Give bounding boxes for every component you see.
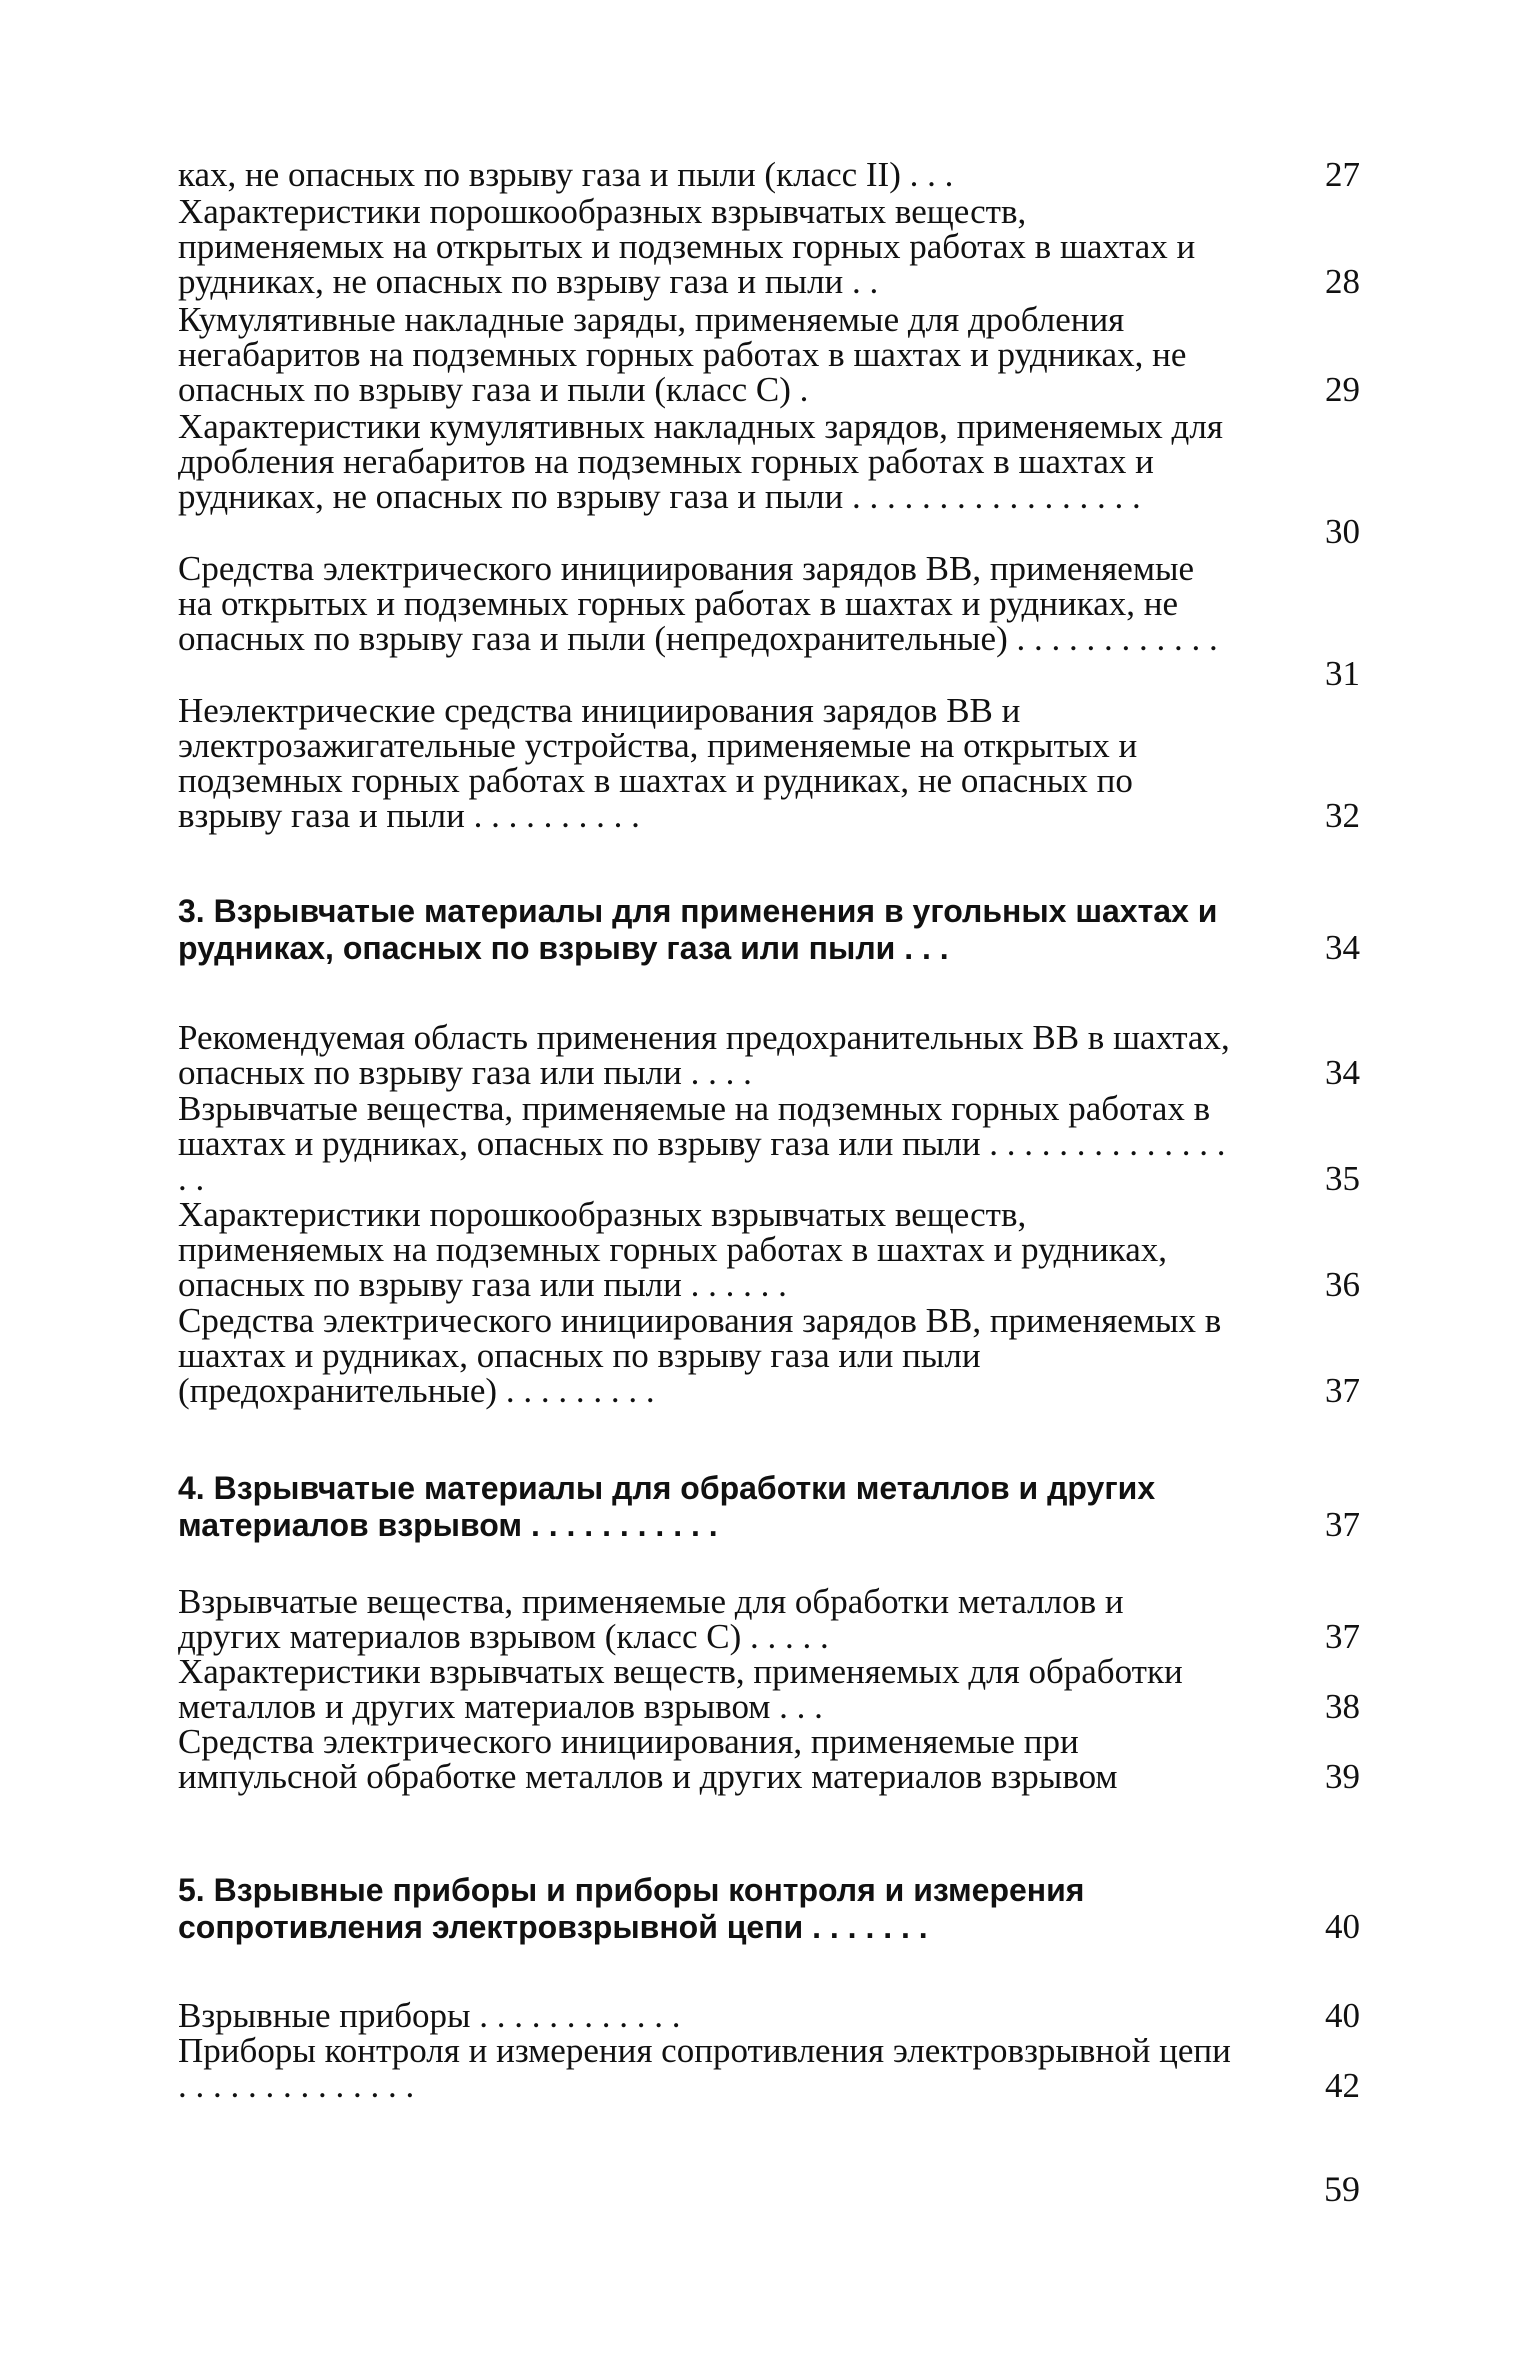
toc-entry — [178, 2033, 1233, 2103]
page-number: 59 — [1324, 2169, 1360, 2209]
toc-page-number: 31 — [1325, 654, 1360, 693]
toc-page-number: 37 — [1325, 1617, 1360, 1656]
toc-section-heading-text: 4. Взрывчатые материалы для обработки металлов и других материалов взрывом . . . . . . . . . . . — [178, 1470, 1156, 1543]
toc-entry — [178, 409, 1233, 514]
toc-entry — [178, 1197, 1233, 1302]
toc-page-number: 39 — [1325, 1757, 1360, 1796]
toc-entry — [178, 194, 1233, 299]
toc-page-number: 40 — [1325, 1996, 1360, 2035]
toc-page-number: 38 — [1325, 1687, 1360, 1726]
toc-entry-text: Взрывные приборы . . . . . . . . . . . . — [178, 1996, 681, 2035]
toc-entry — [178, 1020, 1233, 1090]
toc-section-heading-text: 3. Взрывчатые материалы для применения в угольных шахтах и рудниках, опасных по взрыву газа или пыли . . . — [178, 893, 1218, 966]
toc-page-number: 40 — [1325, 1907, 1360, 1946]
toc-entry-text: Характеристики взрывчатых веществ, применяемых для обработки металлов и других материалов взрывом . . . — [178, 1652, 1183, 1726]
toc-entry — [178, 302, 1233, 407]
toc-page-number: 28 — [1325, 262, 1360, 301]
toc-page-number: 27 — [1325, 155, 1360, 194]
toc-section-heading — [178, 1470, 1233, 1544]
toc-entry — [178, 1654, 1233, 1724]
toc-entry — [178, 551, 1233, 656]
toc-page-number: 29 — [1325, 370, 1360, 409]
toc-entry-text: Характеристики кумулятивных накладных зарядов, применяемых для дробления негабаритов на подземных горных работах в шахтах и рудниках, не опасных по взрыву газа и пыли . . . . . . . . . . . . . . . . . — [178, 407, 1223, 516]
toc-entry — [178, 157, 1233, 192]
toc-entry — [178, 1724, 1233, 1794]
toc-section-heading-text: 5. Взрывные приборы и приборы контроля и измерения сопротивления электровзрывной цепи . . . . . . . — [178, 1872, 1085, 1945]
toc-entry — [178, 1998, 1233, 2033]
toc-section-heading — [178, 893, 1233, 967]
toc-entry-text: Средства электрического инициирования зарядов ВВ, применяемых в шахтах и рудниках, опасных по взрыву газа или пыли (предохранительные) . . . . . . . . . — [178, 1301, 1222, 1410]
toc-page-number: 36 — [1325, 1265, 1360, 1304]
toc-entry-text: Средства электрического инициирования, применяемые при импульсной обработке металлов и других материалов взрывом — [178, 1722, 1118, 1796]
toc-section-heading — [178, 1872, 1233, 1946]
toc-page-number: 30 — [1325, 512, 1360, 551]
toc-entry — [178, 693, 1233, 833]
toc-page-number: 34 — [1325, 1053, 1360, 1092]
toc-page-number: 32 — [1325, 796, 1360, 835]
toc-entry-text: Кумулятивные накладные заряды, применяемые для дробления негабаритов на подземных горных работах в шахтах и рудниках, не опасных по взрыву газа и пыли (класс С) . — [178, 300, 1187, 409]
toc-entry-text: Рекомендуемая область применения предохранительных ВВ в шахтах, опасных по взрыву газа или пыли . . . . — [178, 1018, 1230, 1092]
toc-entry-text: Характеристики порошкообразных взрывчатых веществ, применяемых на открытых и подземных горных работах в шахтах и рудниках, не опасных по взрыву газа и пыли . . — [178, 192, 1196, 301]
toc-entry-text: Неэлектрические средства инициирования зарядов ВВ и электрозажигательные устройства, применяемые на открытых и подземных горных работах в шахтах и рудниках, не опасных по взрыву газа и пыли . . . . . . . . . . — [178, 691, 1138, 835]
toc-page-number: 42 — [1325, 2066, 1360, 2105]
toc-entry-text: Характеристики порошкообразных взрывчатых веществ, применяемых на подземных горных работах в шахтах и рудниках, опасных по взрыву газа или пыли . . . . . . — [178, 1195, 1168, 1304]
toc-entry-text: Взрывчатые вещества, применяемые для обработки металлов и других материалов взрывом (класс С) . . . . . — [178, 1582, 1124, 1656]
toc-page-number: 37 — [1325, 1505, 1360, 1544]
toc-entry — [178, 1091, 1233, 1196]
toc-entry-text: Средства электрического инициирования зарядов ВВ, применяемые на открытых и подземных горных работах в шахтах и рудниках, не опасных по взрыву газа и пыли (непредохранительные) . . . . . . . . . . . . — [178, 549, 1218, 658]
toc-entry — [178, 1584, 1233, 1654]
toc-page-number: 37 — [1325, 1371, 1360, 1410]
toc-entry-text: Приборы контроля и измерения сопротивления электровзрывной цепи . . . . . . . . . . . . . . — [178, 2031, 1231, 2105]
toc-entry — [178, 1303, 1233, 1408]
toc-page-number: 34 — [1325, 928, 1360, 967]
toc-entry-text: Взрывчатые вещества, применяемые на подземных горных работах в шахтах и рудниках, опасных по взрыву газа или пыли . . . . . . . . . . . . . . . . — [178, 1089, 1226, 1198]
toc-page-number: 35 — [1325, 1159, 1360, 1198]
toc-entry-text: ках, не опасных по взрыву газа и пыли (класс II) . . . — [178, 155, 954, 194]
